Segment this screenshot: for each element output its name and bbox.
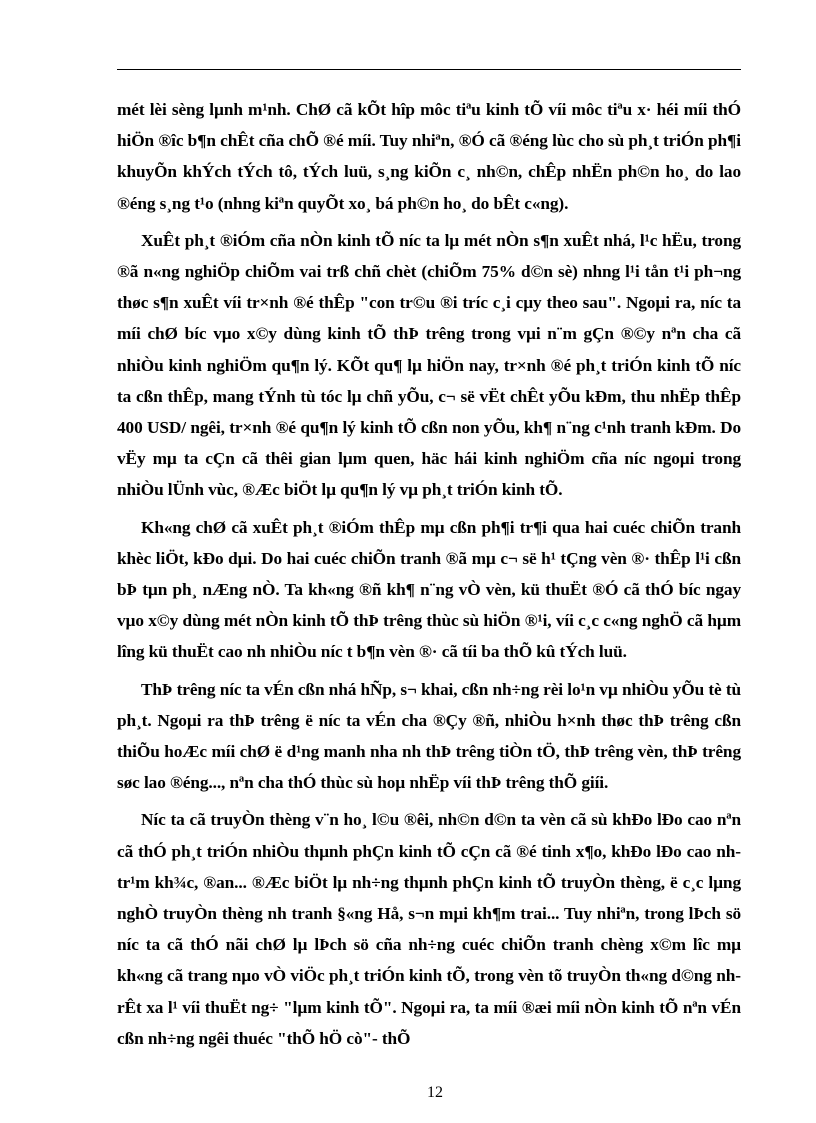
paragraph: Níc ta cã truyÒn thèng v¨n ho¸ l©u ®êi, nh©n d©n ta vèn cã sù khÐo lÐo cao nªn cã thÓ ph¸t triÓn nhiÒu thµnh phÇn kinh tÕ cÇn cã ®é tinh x¶o, khÐo lÐo cao nh tr¹m kh¾c, ®an... ®Æc biÖt lµ nh÷ng thµnh phÇn kinh tÕ truyÒn thèng, ë c¸c lµng nghÒ truyÒn thèng nh tranh §«ng Hå, s¬n mµi kh¶m trai... Tuy nhiªn, trong lÞch sö níc ta cã thÓ nãi chØ lµ lÞch sö cña nh÷ng cuéc chiÕn tranh chèng x©m lîc mµ kh«ng cã trang nµo vÒ viÖc ph¸t triÓn kinh tÕ, trong vèn tõ truyÒn th«ng d©ng nh rÊt xa l¹ víi thuËt ng÷ "lµm kinh tÕ". Ngoµi ra, ta míi ®æi míi nÒn kinh tÕ nªn vÉn cßn nh÷ng ngêi thuéc "thÕ hÖ cò"- thÕ	[117, 810, 741, 1048]
paragraph: XuÊt ph¸t ®iÓm cña nÒn kinh tÕ níc ta lµ mét nÒn s¶n xuÊt nhá, l¹c hËu, trong ®ã n«ng nghiÖp chiÕm vai trß chñ chèt (chiÕm 75% d©n sè) nhng l¹i tån t¹i ph¬ng thøc s¶n xuÊt víi tr×nh ®é thÊp "con tr©u ®i tríc c¸i cµy theo sau". Ngoµi ra, níc ta míi chØ bíc vµo x©y dùng kinh tÕ thÞ trêng trong vµi n¨m gÇn ®©y nªn cha cã nhiÒu kinh nghiÖm qu¶n lý. KÕt qu¶ lµ hiÖn nay, tr×nh ®é ph¸t triÓn kinh tÕ níc ta cßn thÊp, mang tÝnh tù tóc lµ chñ yÕu, c¬ së vËt chÊt yÕu kÐm, thu nhËp thÊp 400 USD/ ngêi, tr×nh ®é qu¶n lý kinh tÕ cßn non yÕu, kh¶ n¨ng c¹nh tranh kÐm. Do vËy mµ ta cÇn cã thêi gian lµm quen, häc hái kinh nghiÖm cña níc ngoµi trong nhiÒu lÜnh vùc, ®Æc biÖt lµ qu¶n lý vµ ph¸t triÓn kinh tÕ.	[117, 230, 741, 500]
paragraph: mét lèi sèng lµnh m¹nh. ChØ cã kÕt hîp môc tiªu kinh tÕ víi môc tiªu x· héi míi thÓ hiÖn ®îc b¶n chÊt cña chÕ ®é míi. Tuy nhiªn, ®Ó cã ®éng lùc cho sù ph¸t triÓn ph¶i khuyÕn khÝch tÝch tô, tÝch luü, s¸ng kiÕn c¸ nh©n, chÊp nhËn ph©n ho¸ do lao ®éng s¸ng t¹o (nhng kiªn quyÕt xo¸ bá ph©n ho¸ do bÊt c«ng).	[117, 100, 741, 213]
header-rule	[117, 69, 741, 70]
paragraph: ThÞ trêng níc ta vÉn cßn nhá hÑp, s¬ khai, cßn nh÷ng rèi lo¹n vµ nhiÒu yÕu tè tù ph¸t. Ngoµi ra thÞ trêng ë níc ta vÉn cha ®Çy ®ñ, nhiÒu h×nh thøc thÞ trêng cßn thiÕu hoÆc míi chØ ë d¹ng manh nha nh thÞ trêng tiÒn tÖ, thÞ trêng vèn, thÞ trêng søc lao ®éng..., nªn cha thÓ thùc sù hoµ nhËp víi thÞ trêng thÕ giíi.	[117, 679, 741, 793]
body-text	[117, 94, 741, 1060]
page-number: 12	[427, 1084, 443, 1101]
paragraph: Kh«ng chØ cã xuÊt ph¸t ®iÓm thÊp mµ cßn ph¶i tr¶i qua hai cuéc chiÕn tranh khèc liÖt, kÐo dµi. Do hai cuéc chiÕn tranh ®ã mµ c¬ së h¹ tÇng vèn ®· thÊp l¹i cßn bÞ tµn ph¸ nÆng nÒ. Ta kh«ng ®ñ kh¶ n¨ng vÒ vèn, kü thuËt ®Ó cã thÓ bíc ngay vµo x©y dùng mét nÒn kinh tÕ thÞ trêng thùc sù hiÖn ®¹i, víi c¸c c«ng nghÖ cã hµm lîng kü thuËt cao nh nhiÒu níc t b¶n vèn ®· cã tíi ba thÕ kû tÝch luü.	[117, 517, 741, 662]
